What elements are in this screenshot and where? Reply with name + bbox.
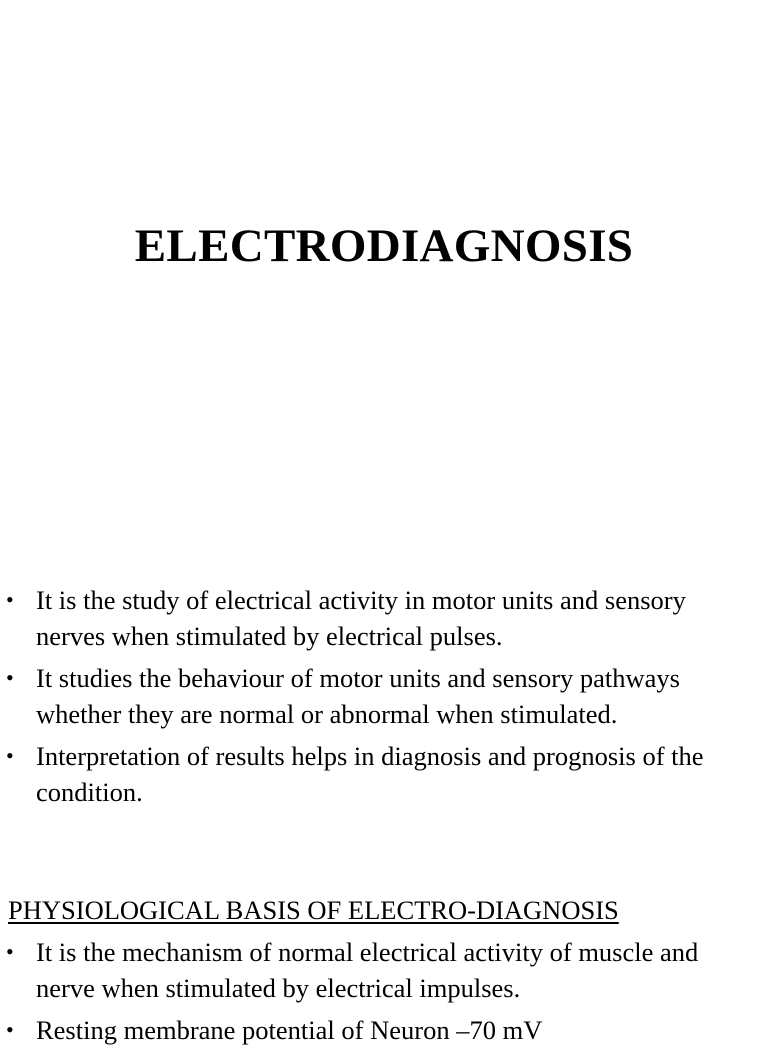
bullet-text: Resting membrane potential of Neuron –70 mV: [36, 1015, 543, 1045]
bullet-text: Interpretation of results helps in diagnosis and prognosis of the condition.: [36, 741, 704, 807]
page-title: ELECTRODIAGNOSIS: [134, 220, 634, 272]
section-heading: PHYSIOLOGICAL BASIS OF ELECTRO-DIAGNOSIS: [8, 895, 619, 925]
intro-bullet-list: [0, 582, 760, 816]
bullet-icon: •: [6, 1017, 14, 1042]
bullet-icon: •: [6, 587, 14, 612]
bullet-icon: •: [6, 665, 14, 690]
bullet-icon: •: [6, 939, 14, 964]
bullet-text: It studies the behaviour of motor units and sensory pathways whether they are normal or abnormal when stimulated.: [36, 663, 680, 729]
bullet-icon: •: [6, 743, 14, 768]
bullet-text: It is the mechanism of normal electrical activity of muscle and nerve when stimulated by electrical impulses.: [36, 937, 699, 1003]
bullet-item: [0, 660, 760, 732]
section-bullet-list: [0, 934, 760, 1054]
bullet-item: [0, 738, 760, 810]
bullet-item: [0, 1012, 760, 1048]
bullet-item: [0, 582, 760, 654]
bullet-item: [0, 934, 760, 1006]
bullet-text: It is the study of electrical activity in motor units and sensory nerves when stimulated by electrical pulses.: [36, 585, 686, 651]
